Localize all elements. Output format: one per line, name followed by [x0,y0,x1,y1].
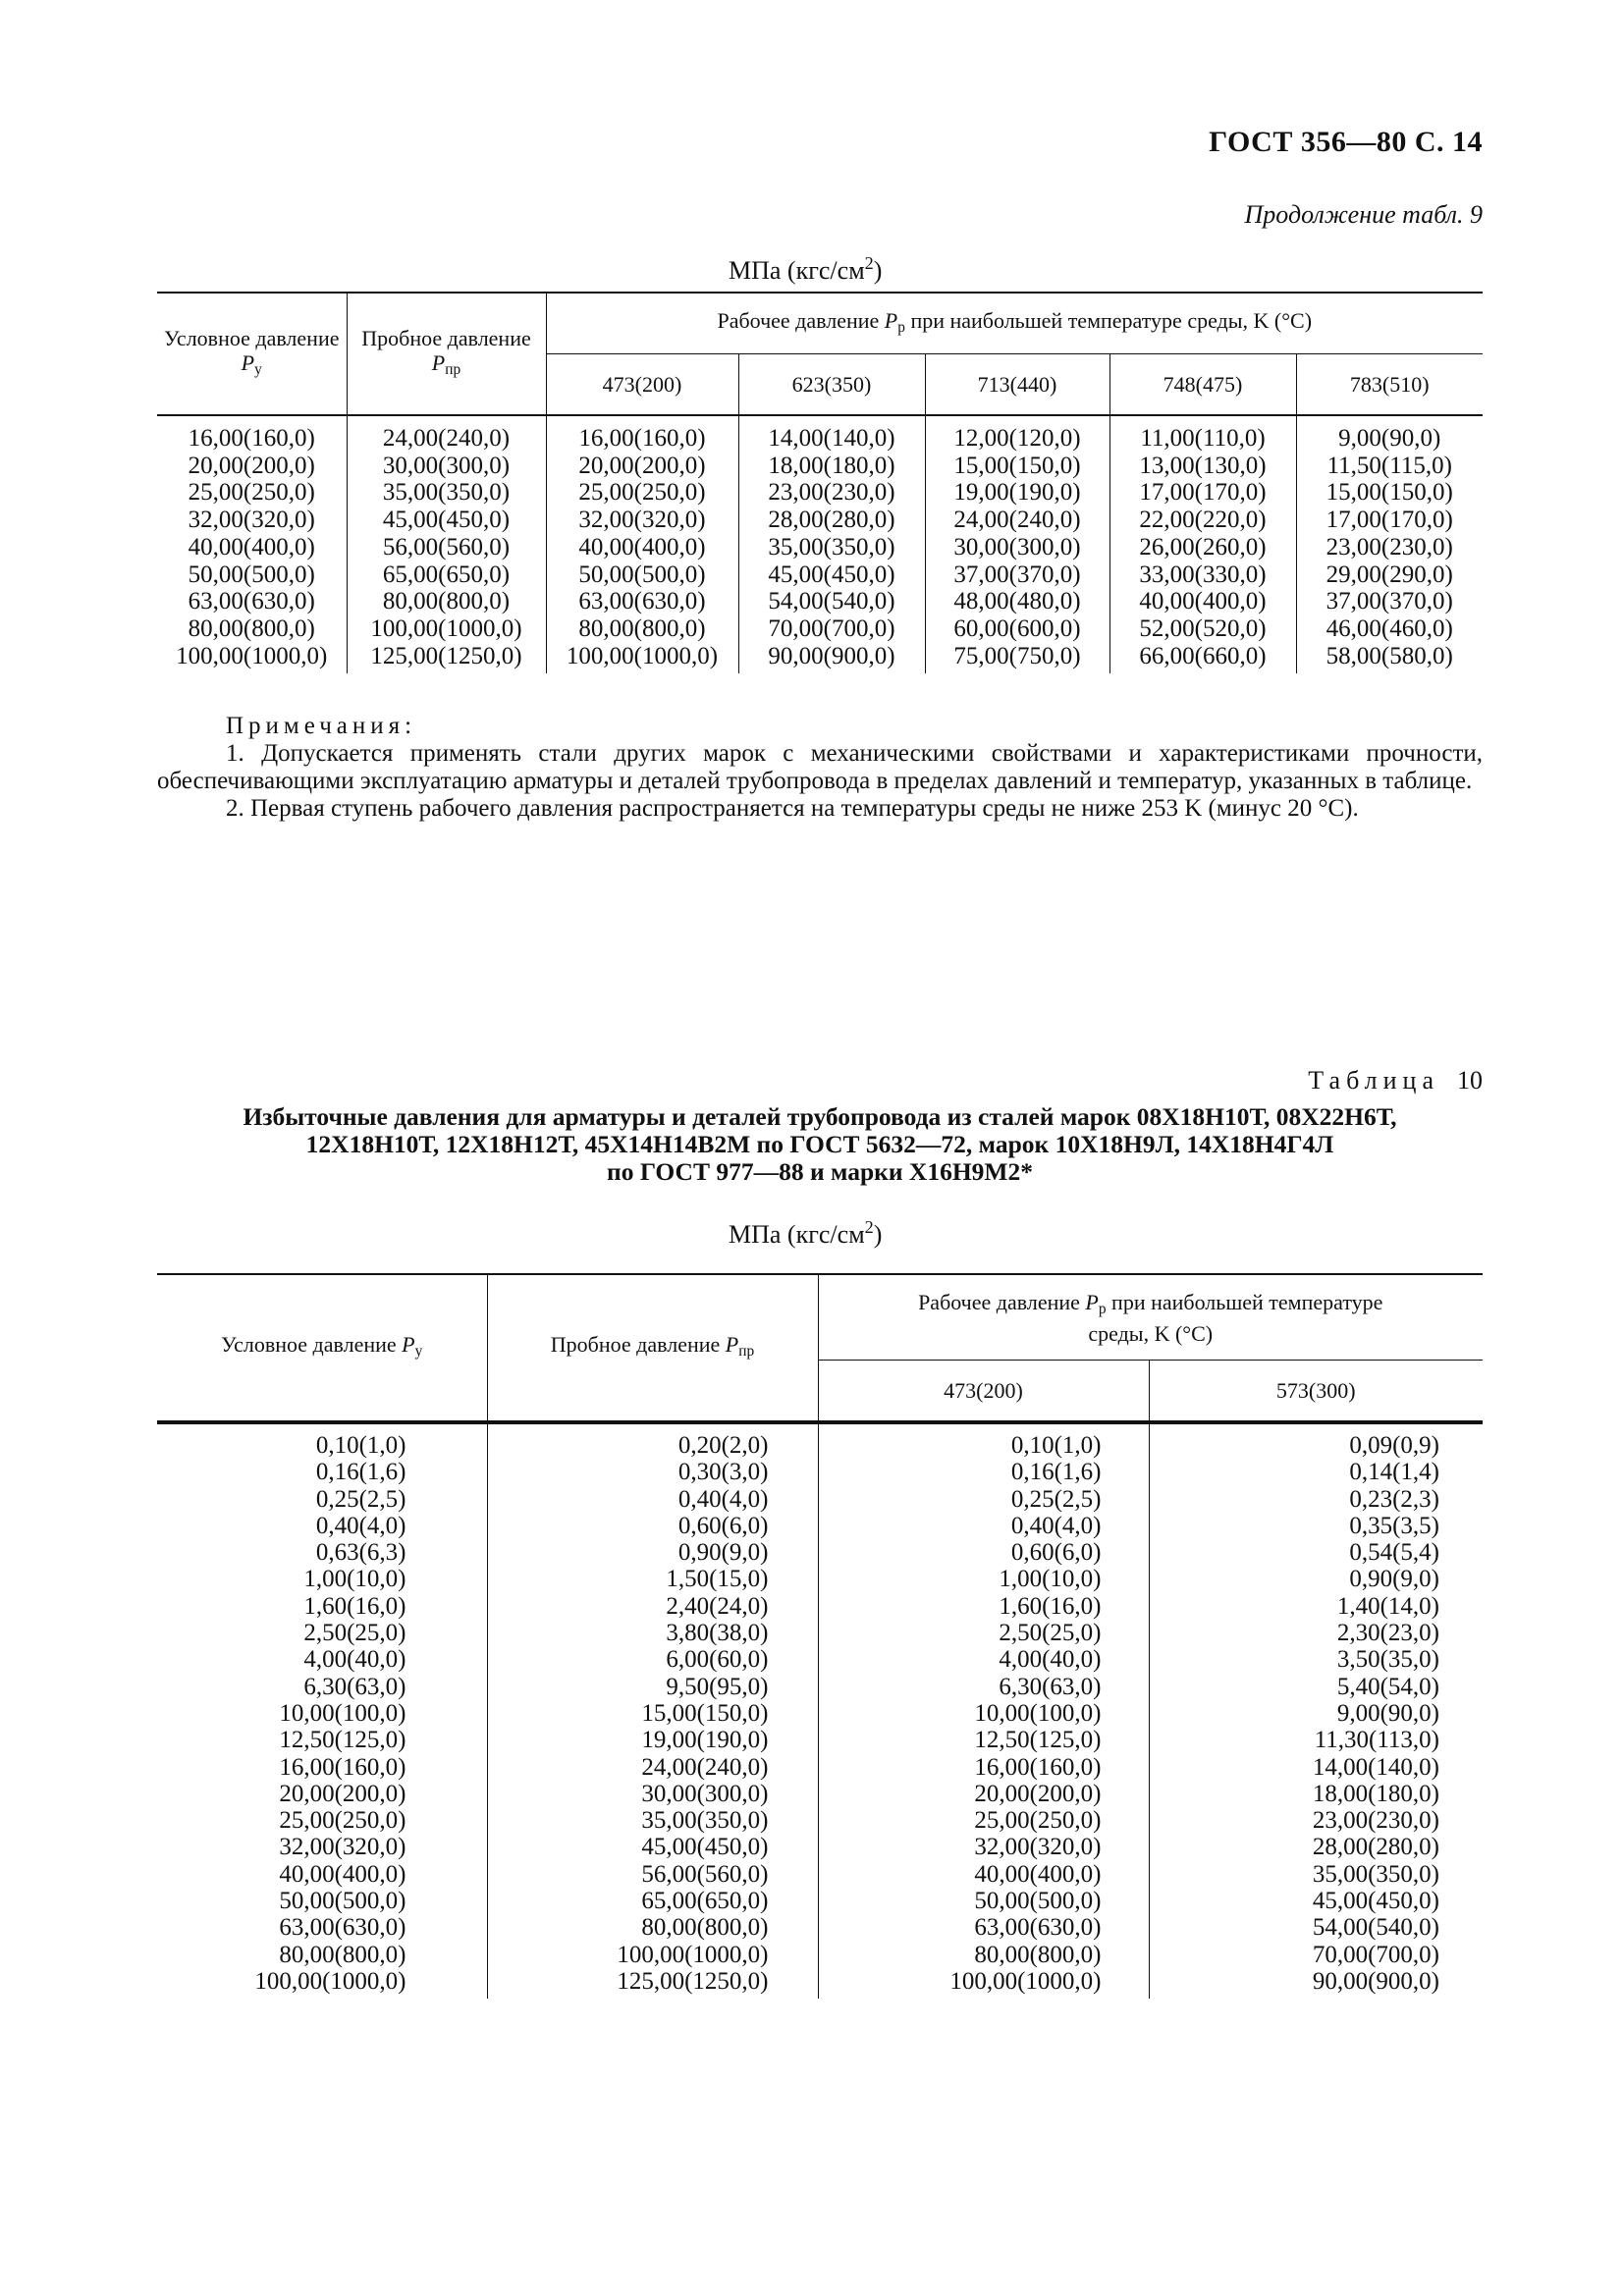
table-cell: 0,60(6,0) [487,1513,818,1539]
table-cell: 16,00(160,0) [279,1753,406,1781]
table-cell: 15,00(150,0) [925,453,1109,480]
table-cell: 60,00(600,0) [925,615,1109,643]
table-cell: 0,09(0,9) [1149,1422,1483,1459]
table-cell: 45,00(450,0) [738,561,925,589]
table-row [157,588,1483,615]
table-cell: 0,20(2,0) [487,1422,818,1459]
table-cell: 45,00(450,0) [347,507,546,534]
table-9-continuation [157,292,1483,673]
table-cell: 2,40(24,0) [487,1593,818,1620]
table-cell: 100,00(1000,0) [254,1967,406,1995]
table-row [157,1539,1483,1566]
table-cell: 0,54(5,4) [1149,1539,1483,1566]
table-row [157,615,1483,643]
table-cell: 13,00(130,0) [1109,453,1296,480]
notes-heading: Примечания: [226,713,417,739]
table-cell: 0,16(1,6) [315,1459,406,1486]
table-cell: 25,00(250,0) [546,479,738,507]
table-cell: 70,00(700,0) [1149,1942,1483,1968]
table-cell: 2,50(25,0) [818,1620,1149,1646]
table-cell: 20,00(200,0) [188,452,315,479]
table-cell: 10,00(100,0) [818,1700,1149,1727]
table-cell: 17,00(170,0) [1109,479,1296,507]
table-row [157,1888,1483,1914]
table-cell: 50,00(500,0) [546,561,738,589]
table-cell: 50,00(500,0) [818,1888,1149,1914]
table-cell: 23,00(230,0) [1296,534,1483,561]
unit-label-table9: МПа $(кгс/см^2)$ [729,253,883,285]
table-cell: 56,00(560,0) [487,1861,818,1888]
table-cell: 15,00(150,0) [1296,479,1483,507]
temperature-header: 473(200) [818,1361,1149,1423]
table-cell: 32,00(320,0) [188,507,315,534]
table-cell: 65,00(650,0) [347,561,546,589]
table-cell: 4,00(40,0) [303,1646,406,1674]
table-cell: 1,40(14,0) [1149,1593,1483,1620]
table-cell: 1,00(10,0) [303,1566,406,1593]
unit-label-table10: МПа $(кгс/см^2)$ [729,1217,883,1249]
table-cell: 16,00(160,0) [188,425,315,452]
table-cell: 25,00(250,0) [279,1807,406,1835]
table-cell: 58,00(580,0) [1296,643,1483,674]
table-cell: 1,00(10,0) [818,1566,1149,1592]
table-cell: 22,00(220,0) [1109,507,1296,534]
table-cell: 3,80(38,0) [487,1620,818,1646]
table-cell: 4,00(40,0) [818,1646,1149,1673]
table-cell: 0,10(1,0) [818,1422,1149,1459]
table-cell: 1,50(15,0) [487,1566,818,1592]
table-cell: 32,00(320,0) [546,507,738,534]
table-cell: 54,00(540,0) [738,588,925,615]
table-cell: 11,00(110,0) [1109,415,1296,453]
table-cell: 1,60(16,0) [303,1592,406,1620]
table-row [157,1674,1483,1700]
temperature-header: 748(475) [1109,354,1296,416]
table-cell: 90,00(900,0) [738,643,925,674]
table-cell: 80,00(800,0) [347,588,546,615]
note-2: 2. Первая ступень рабочего давления распространяется на температуры среды не ниже 253 K (минус 20 °C). [226,795,1359,822]
table-cell: 20,00(200,0) [546,453,738,480]
table-cell: 70,00(700,0) [738,615,925,643]
continuation-label: Продолжение табл. 9 [1244,200,1483,229]
table-cell: 24,00(240,0) [487,1754,818,1781]
table-cell: 12,00(120,0) [925,415,1109,453]
table-cell: 6,30(63,0) [818,1674,1149,1700]
col-header-conditional-pressure: Условное давление $P_у$ [221,1332,423,1360]
table-row [157,1834,1483,1860]
table-cell: 2,50(25,0) [303,1620,406,1647]
table-cell: 16,00(160,0) [818,1754,1149,1781]
table-cell: 32,00(320,0) [279,1834,406,1861]
table-cell: 28,00(280,0) [738,507,925,534]
table-cell: 16,00(160,0) [546,415,738,453]
table-cell: 37,00(370,0) [925,561,1109,589]
table-cell: 20,00(200,0) [818,1781,1149,1807]
table-cell: 11,30(113,0) [1149,1727,1483,1753]
temperature-header: 623(350) [738,354,925,416]
table-cell: 15,00(150,0) [487,1700,818,1727]
temperature-header: 713(440) [925,354,1109,416]
table-cell: 18,00(180,0) [738,453,925,480]
notes-block [157,713,1483,823]
table-cell: 40,00(400,0) [279,1860,406,1888]
table-cell: 35,00(350,0) [1149,1861,1483,1888]
table-cell: 0,25(2,5) [315,1485,406,1513]
table-cell: 46,00(460,0) [1296,615,1483,643]
table-cell: 40,00(400,0) [188,533,315,561]
table-cell: 30,00(300,0) [487,1781,818,1807]
table-cell: 19,00(190,0) [925,479,1109,507]
table-cell: 125,00(1250,0) [487,1968,818,1999]
table-cell: 40,00(400,0) [818,1861,1149,1888]
table-cell: 1,60(16,0) [818,1593,1149,1620]
col-header-test-pressure: Пробное давление $P_{пр}$ [347,293,546,415]
table-cell: 20,00(200,0) [279,1780,406,1807]
table-cell: 26,00(260,0) [1109,534,1296,561]
table-row [157,1942,1483,1968]
table-cell: 0,23(2,3) [1149,1486,1483,1513]
table-cell: 80,00(800,0) [487,1914,818,1941]
table-cell: 0,63(6,3) [315,1539,406,1567]
table-row [157,453,1483,480]
col-header-working-pressure: Рабочее давление $P_р$ при наибольшей температуре среды, K (°C) [546,293,1483,354]
table-row [157,1781,1483,1807]
page-header: ГОСТ 356—80 С. 14 [1209,126,1483,158]
table-cell: 17,00(170,0) [1296,507,1483,534]
table-cell: 50,00(500,0) [279,1888,406,1915]
table-row [157,507,1483,534]
table-cell: 0,30(3,0) [487,1459,818,1485]
table-cell: 37,00(370,0) [1296,588,1483,615]
table-cell: 80,00(800,0) [818,1942,1149,1968]
table-10-label: Таблица 10 [1308,1066,1483,1095]
table-cell: 0,25(2,5) [818,1486,1149,1513]
table-row [157,1700,1483,1727]
table-cell: 63,00(630,0) [546,588,738,615]
table-cell: 80,00(800,0) [546,615,738,643]
table-cell: 5,40(54,0) [1149,1674,1483,1700]
table-row [157,415,1483,453]
table-cell: 45,00(450,0) [1149,1888,1483,1914]
table-cell: 30,00(300,0) [347,453,546,480]
table-cell: 75,00(750,0) [925,643,1109,674]
table-cell: 23,00(230,0) [738,479,925,507]
table-cell: 100,00(1000,0) [487,1942,818,1968]
table-row [157,1422,1483,1459]
table-cell: 40,00(400,0) [546,534,738,561]
table-cell: 9,00(90,0) [1296,415,1483,453]
table-cell: 0,10(1,0) [315,1432,406,1459]
table-row [157,561,1483,589]
table-cell: 3,50(35,0) [1149,1646,1483,1673]
table-row [157,1486,1483,1513]
temperature-header: 473(200) [546,354,738,416]
temperature-header: 783(510) [1296,354,1483,416]
table-cell: 18,00(180,0) [1149,1781,1483,1807]
table-row [157,1861,1483,1888]
table-row [157,643,1483,674]
table-row [157,479,1483,507]
table-cell: 100,00(1000,0) [176,642,328,669]
col-header-conditional-pressure: Условное давление $P_у$ [164,326,340,378]
table-row [157,1727,1483,1753]
table-cell: 100,00(1000,0) [818,1968,1149,1999]
table-cell: 25,00(250,0) [188,479,315,507]
table-cell: 80,00(800,0) [188,614,315,642]
table-cell: 28,00(280,0) [1149,1834,1483,1860]
table-cell: 63,00(630,0) [279,1914,406,1942]
temperature-header: 573(300) [1149,1361,1483,1423]
table-cell: 2,30(23,0) [1149,1620,1483,1646]
table-row [157,1968,1483,1999]
table-cell: 35,00(350,0) [347,479,546,507]
table-row [157,1566,1483,1592]
table-cell: 0,16(1,6) [818,1459,1149,1485]
table-cell: 24,00(240,0) [925,507,1109,534]
table-cell: 9,50(95,0) [487,1674,818,1700]
table-cell: 29,00(290,0) [1296,561,1483,589]
table-row [157,1754,1483,1781]
table-cell: 65,00(650,0) [487,1888,818,1914]
table-cell: 0,35(3,5) [1149,1513,1483,1539]
col-header-test-pressure: Пробное давление $P_{пр}$ [487,1274,818,1422]
table-cell: 0,40(4,0) [487,1486,818,1513]
table-cell: 25,00(250,0) [818,1807,1149,1834]
table-cell: 23,00(230,0) [1149,1807,1483,1834]
table-cell: 40,00(400,0) [1109,588,1296,615]
table-cell: 14,00(140,0) [738,415,925,453]
table-row [157,1513,1483,1539]
table-cell: 56,00(560,0) [347,534,546,561]
table-cell: 66,00(660,0) [1109,643,1296,674]
table-cell: 6,30(63,0) [303,1673,406,1700]
table-cell: 45,00(450,0) [487,1834,818,1860]
table-cell: 11,50(115,0) [1296,453,1483,480]
table-cell: 0,14(1,4) [1149,1459,1483,1485]
note-1: 1. Допускается применять стали других марок с механическими свойствами и характеристиками прочности, обеспечивающими эксплуатацию арматуры и деталей трубопровода в пределах давлений и температур, указанных в таблице. [157,740,1483,794]
table-cell: 100,00(1000,0) [546,643,738,674]
table-cell: 63,00(630,0) [188,588,315,615]
table-cell: 0,40(4,0) [818,1513,1149,1539]
table-row [157,534,1483,561]
table-cell: 12,50(125,0) [279,1727,406,1754]
table-row [157,1807,1483,1834]
table-cell: 9,00(90,0) [1149,1700,1483,1727]
table-cell: 35,00(350,0) [738,534,925,561]
table-cell: 48,00(480,0) [925,588,1109,615]
table-cell: 14,00(140,0) [1149,1754,1483,1781]
table-cell: 10,00(100,0) [279,1699,406,1727]
table-cell: 33,00(330,0) [1109,561,1296,589]
table-cell: 35,00(350,0) [487,1807,818,1834]
table-cell: 0,90(9,0) [1149,1566,1483,1592]
table-row [157,1459,1483,1485]
table-row [157,1620,1483,1646]
table-cell: 12,50(125,0) [818,1727,1149,1753]
table-cell: 32,00(320,0) [818,1834,1149,1860]
table-row [157,1646,1483,1673]
table-cell: 0,60(6,0) [818,1539,1149,1566]
table-cell: 54,00(540,0) [1149,1914,1483,1941]
table-cell: 90,00(900,0) [1149,1968,1483,1999]
table-cell: 30,00(300,0) [925,534,1109,561]
table-cell: 80,00(800,0) [279,1941,406,1968]
col-header-working-pressure: Рабочее давление $P_р$ при наибольшей температуре среды, K (°C) [818,1274,1483,1361]
table-10-title: Избыточные давления для арматуры и деталей трубопровода из сталей марок 08Х18Н10Т, 08Х22Н6Т, 12Х18Н10Т, 12Х18Н12Т, 45Х14Н14В2М по ГОСТ 5632—72, марок 10Х18Н9Л, 14Х18Н4Г4Л по ГОСТ 977—88 и марки Х16Н9М2* [243,1102,1397,1186]
table-cell: 52,00(520,0) [1109,615,1296,643]
table-cell: 0,90(9,0) [487,1539,818,1566]
table-row [157,1914,1483,1941]
table-cell: 50,00(500,0) [188,561,315,588]
table-10 [157,1273,1483,1999]
table-cell: 125,00(1250,0) [347,643,546,674]
table-cell: 0,40(4,0) [315,1512,406,1539]
table-cell: 100,00(1000,0) [347,615,546,643]
table-cell: 24,00(240,0) [347,415,546,453]
table-cell: 6,00(60,0) [487,1646,818,1673]
table-row [157,1593,1483,1620]
table-cell: 19,00(190,0) [487,1727,818,1753]
table-cell: 63,00(630,0) [818,1914,1149,1941]
